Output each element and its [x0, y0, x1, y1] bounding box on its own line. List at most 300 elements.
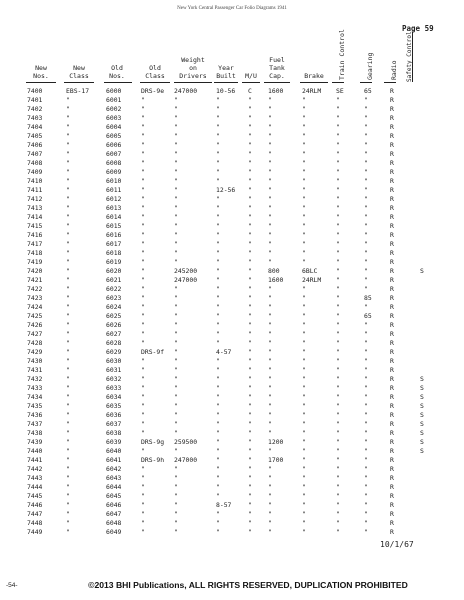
cell-mu: ": [248, 339, 252, 347]
cell-radio: R: [390, 186, 394, 194]
cell-new-no: 7400: [27, 87, 43, 95]
cell-new-no: 7403: [27, 114, 43, 122]
cell-gearing: ": [364, 114, 368, 122]
cell-radio: R: [390, 150, 394, 158]
cell-weight: ": [174, 150, 178, 158]
cell-weight: ": [174, 393, 178, 401]
cell-gearing: ": [364, 456, 368, 464]
cell-new-no: 7419: [27, 258, 43, 266]
header-rule: [104, 82, 132, 83]
cell-old-no: 6043: [106, 474, 122, 482]
cell-fuel-cap: ": [268, 294, 272, 302]
cell-old-no: 6000: [106, 87, 122, 95]
cell-year-built: ": [216, 447, 220, 455]
cell-weight: ": [174, 204, 178, 212]
cell-old-class: ": [141, 249, 145, 257]
cell-radio: R: [390, 312, 394, 320]
header-rule: [140, 82, 170, 83]
cell-new-class: ": [66, 168, 70, 176]
cell-gearing: ": [364, 105, 368, 113]
cell-old-no: 6023: [106, 294, 122, 302]
cell-brake: ": [302, 177, 306, 185]
cell-brake: ": [302, 249, 306, 257]
cell-safety-control: S: [420, 447, 424, 455]
cell-brake: ": [302, 339, 306, 347]
cell-gearing: ": [364, 132, 368, 140]
header-rule: [242, 82, 260, 83]
cell-gearing: ": [364, 123, 368, 131]
cell-fuel-cap: ": [268, 213, 272, 221]
cell-brake: ": [302, 510, 306, 518]
cell-brake: ": [302, 294, 306, 302]
cell-year-built: ": [216, 528, 220, 536]
cell-old-no: 6025: [106, 312, 122, 320]
cell-year-built: ": [216, 285, 220, 293]
cell-gearing: ": [364, 474, 368, 482]
cell-brake: ": [302, 528, 306, 536]
cell-old-class: ": [141, 186, 145, 194]
cell-fuel-cap: ": [268, 105, 272, 113]
cell-year-built: ": [216, 105, 220, 113]
cell-old-no: 6004: [106, 123, 122, 131]
cell-train-control: ": [336, 519, 340, 527]
cell-old-class: ": [141, 483, 145, 491]
cell-new-no: 7415: [27, 222, 43, 230]
cell-new-no: 7423: [27, 294, 43, 302]
cell-new-no: 7413: [27, 204, 43, 212]
cell-old-no: 6032: [106, 375, 122, 383]
cell-train-control: ": [336, 321, 340, 329]
header-rule: [26, 82, 56, 83]
cell-old-no: 6029: [106, 348, 122, 356]
cell-train-control: ": [336, 330, 340, 338]
cell-fuel-cap: ": [268, 222, 272, 230]
cell-old-class: ": [141, 132, 145, 140]
cell-train-control: ": [336, 402, 340, 410]
cell-fuel-cap: ": [268, 186, 272, 194]
cell-weight: ": [174, 186, 178, 194]
cell-radio: R: [390, 429, 394, 437]
cell-train-control: ": [336, 510, 340, 518]
cell-radio: R: [390, 123, 394, 131]
cell-safety-control: S: [420, 393, 424, 401]
cell-brake: ": [302, 96, 306, 104]
cell-new-class: ": [66, 222, 70, 230]
cell-mu: ": [248, 96, 252, 104]
cell-brake: ": [302, 312, 306, 320]
cell-new-class: ": [66, 303, 70, 311]
cell-old-no: 6011: [106, 186, 122, 194]
cell-new-class: ": [66, 393, 70, 401]
cell-weight: ": [174, 339, 178, 347]
col-old-nos-line2: Nos.: [109, 72, 125, 80]
cell-train-control: ": [336, 114, 340, 122]
cell-old-class: ": [141, 96, 145, 104]
cell-mu: ": [248, 195, 252, 203]
cell-year-built: ": [216, 456, 220, 464]
cell-new-no: 7424: [27, 303, 43, 311]
cell-new-no: 7404: [27, 123, 43, 131]
cell-new-class: ": [66, 348, 70, 356]
cell-new-class: ": [66, 186, 70, 194]
cell-new-no: 7407: [27, 150, 43, 158]
cell-new-no: 7426: [27, 321, 43, 329]
cell-radio: R: [390, 303, 394, 311]
cell-old-class: ": [141, 141, 145, 149]
cell-radio: R: [390, 330, 394, 338]
cell-fuel-cap: ": [268, 357, 272, 365]
cell-new-class: ": [66, 159, 70, 167]
cell-gearing: ": [364, 447, 368, 455]
cell-year-built: ": [216, 483, 220, 491]
cell-mu: ": [248, 366, 252, 374]
cell-year-built: ": [216, 195, 220, 203]
cell-old-no: 6048: [106, 519, 122, 527]
cell-new-class: ": [66, 492, 70, 500]
cell-year-built: ": [216, 357, 220, 365]
cell-weight: ": [174, 384, 178, 392]
cell-radio: R: [390, 474, 394, 482]
cell-gearing: ": [364, 231, 368, 239]
cell-fuel-cap: ": [268, 501, 272, 509]
cell-mu: ": [248, 393, 252, 401]
cell-mu: ": [248, 294, 252, 302]
cell-brake: ": [302, 186, 306, 194]
cell-year-built: ": [216, 312, 220, 320]
cell-train-control: ": [336, 456, 340, 464]
cell-new-no: 7421: [27, 276, 43, 284]
cell-old-no: 6016: [106, 231, 122, 239]
cell-mu: ": [248, 384, 252, 392]
cell-mu: ": [248, 312, 252, 320]
cell-radio: R: [390, 258, 394, 266]
cell-mu: ": [248, 411, 252, 419]
cell-radio: R: [390, 411, 394, 419]
cell-fuel-cap: ": [268, 96, 272, 104]
cell-fuel-cap: ": [268, 528, 272, 536]
cell-brake: ": [302, 366, 306, 374]
cell-new-class: ": [66, 132, 70, 140]
cell-old-no: 6009: [106, 168, 122, 176]
cell-gearing: ": [364, 348, 368, 356]
cell-radio: R: [390, 384, 394, 392]
cell-weight: ": [174, 429, 178, 437]
cell-brake: ": [302, 357, 306, 365]
cell-mu: ": [248, 330, 252, 338]
cell-year-built: 10-56: [216, 87, 236, 95]
cell-train-control: ": [336, 177, 340, 185]
cell-new-class: ": [66, 213, 70, 221]
cell-brake: ": [302, 114, 306, 122]
document-header: New York Central Passenger Car Folio Diagrams 1941: [177, 6, 287, 11]
cell-train-control: ": [336, 123, 340, 131]
cell-gearing: ": [364, 330, 368, 338]
cell-new-class: ": [66, 474, 70, 482]
cell-old-no: 6046: [106, 501, 122, 509]
cell-brake: ": [302, 213, 306, 221]
cell-weight: ": [174, 348, 178, 356]
cell-year-built: 8-57: [216, 501, 232, 509]
cell-old-no: 6037: [106, 420, 122, 428]
cell-new-class: ": [66, 177, 70, 185]
cell-radio: R: [390, 240, 394, 248]
cell-new-no: 7434: [27, 393, 43, 401]
col-new-nos-line2: Nos.: [33, 72, 49, 80]
cell-old-no: 6038: [106, 429, 122, 437]
cell-brake: ": [302, 501, 306, 509]
cell-radio: R: [390, 249, 394, 257]
cell-mu: C: [248, 87, 252, 95]
cell-old-class: ": [141, 105, 145, 113]
cell-old-no: 6045: [106, 492, 122, 500]
cell-old-no: 6022: [106, 285, 122, 293]
cell-gearing: ": [364, 519, 368, 527]
cell-old-no: 6019: [106, 258, 122, 266]
cell-train-control: ": [336, 159, 340, 167]
cell-fuel-cap: ": [268, 231, 272, 239]
cell-old-class: DRS-9e: [141, 87, 165, 95]
cell-weight: ": [174, 159, 178, 167]
cell-new-no: 7409: [27, 168, 43, 176]
cell-fuel-cap: ": [268, 159, 272, 167]
cell-mu: ": [248, 456, 252, 464]
cell-train-control: ": [336, 195, 340, 203]
cell-brake: 6BLC: [302, 267, 318, 275]
cell-train-control: ": [336, 303, 340, 311]
cell-radio: R: [390, 357, 394, 365]
cell-radio: R: [390, 465, 394, 473]
cell-weight: ": [174, 474, 178, 482]
cell-old-no: 6010: [106, 177, 122, 185]
cell-weight: 245200: [174, 267, 198, 275]
cell-radio: R: [390, 519, 394, 527]
cell-old-class: ": [141, 312, 145, 320]
cell-year-built: ": [216, 294, 220, 302]
cell-mu: ": [248, 519, 252, 527]
cell-new-class: ": [66, 375, 70, 383]
page-number: Page 59: [402, 24, 434, 33]
cell-gearing: ": [364, 366, 368, 374]
cell-radio: R: [390, 177, 394, 185]
cell-year-built: ": [216, 141, 220, 149]
cell-old-no: 6017: [106, 240, 122, 248]
cell-year-built: ": [216, 168, 220, 176]
cell-train-control: ": [336, 339, 340, 347]
cell-brake: ": [302, 330, 306, 338]
cell-fuel-cap: ": [268, 447, 272, 455]
cell-radio: R: [390, 348, 394, 356]
cell-year-built: ": [216, 411, 220, 419]
cell-new-class: ": [66, 105, 70, 113]
cell-year-built: ": [216, 276, 220, 284]
cell-gearing: ": [364, 177, 368, 185]
col-safety-control: Safety Control: [406, 31, 413, 82]
cell-weight: ": [174, 294, 178, 302]
cell-fuel-cap: ": [268, 330, 272, 338]
header-rule: [300, 82, 328, 83]
cell-train-control: ": [336, 186, 340, 194]
cell-weight: ": [174, 195, 178, 203]
cell-safety-control: S: [420, 375, 424, 383]
cell-new-no: 7446: [27, 501, 43, 509]
cell-weight: 259500: [174, 438, 198, 446]
cell-train-control: ": [336, 375, 340, 383]
cell-new-class: ": [66, 384, 70, 392]
cell-mu: ": [248, 348, 252, 356]
cell-year-built: ": [216, 267, 220, 275]
cell-radio: R: [390, 132, 394, 140]
cell-weight: ": [174, 213, 178, 221]
cell-new-no: 7438: [27, 429, 43, 437]
cell-mu: ": [248, 276, 252, 284]
cell-gearing: ": [364, 285, 368, 293]
cell-old-class: ": [141, 402, 145, 410]
cell-gearing: ": [364, 150, 368, 158]
col-fuel-line2: Tank: [269, 64, 285, 72]
col-old-class-line2: Class: [145, 72, 165, 80]
col-new-nos-line1: New: [35, 64, 47, 72]
cell-weight: 247000: [174, 87, 198, 95]
cell-old-class: ": [141, 510, 145, 518]
cell-radio: R: [390, 375, 394, 383]
cell-brake: ": [302, 321, 306, 329]
col-old-nos: [104, 64, 130, 80]
cell-mu: ": [248, 240, 252, 248]
cell-train-control: ": [336, 357, 340, 365]
cell-old-class: ": [141, 276, 145, 284]
cell-year-built: ": [216, 240, 220, 248]
col-mu: M/U: [245, 72, 257, 80]
cell-old-no: 6039: [106, 438, 122, 446]
cell-old-class: ": [141, 357, 145, 365]
cell-new-class: ": [66, 285, 70, 293]
cell-fuel-cap: 1700: [268, 456, 284, 464]
cell-year-built: ": [216, 339, 220, 347]
col-fuel-line1: Fuel: [269, 56, 285, 64]
cell-mu: ": [248, 285, 252, 293]
cell-old-no: 6013: [106, 204, 122, 212]
cell-old-no: 6041: [106, 456, 122, 464]
cell-gearing: ": [364, 267, 368, 275]
cell-new-class: ": [66, 231, 70, 239]
cell-new-class: ": [66, 339, 70, 347]
cell-fuel-cap: ": [268, 195, 272, 203]
cell-old-no: 6012: [106, 195, 122, 203]
cell-year-built: ": [216, 123, 220, 131]
cell-old-class: ": [141, 429, 145, 437]
cell-mu: ": [248, 357, 252, 365]
cell-year-built: ": [216, 222, 220, 230]
cell-fuel-cap: 1600: [268, 87, 284, 95]
cell-train-control: ": [336, 348, 340, 356]
cell-radio: R: [390, 510, 394, 518]
cell-weight: ": [174, 177, 178, 185]
cell-old-class: ": [141, 465, 145, 473]
cell-mu: ": [248, 501, 252, 509]
cell-fuel-cap: ": [268, 384, 272, 392]
date-stamp: 10/1/67: [380, 540, 414, 549]
cell-weight: ": [174, 168, 178, 176]
cell-fuel-cap: ": [268, 168, 272, 176]
cell-gearing: ": [364, 195, 368, 203]
cell-year-built: ": [216, 177, 220, 185]
cell-mu: ": [248, 114, 252, 122]
cell-new-no: 7416: [27, 231, 43, 239]
cell-radio: R: [390, 276, 394, 284]
cell-radio: R: [390, 483, 394, 491]
cell-safety-control: S: [420, 267, 424, 275]
cell-gearing: ": [364, 402, 368, 410]
cell-brake: ": [302, 159, 306, 167]
cell-radio: R: [390, 456, 394, 464]
cell-gearing: ": [364, 492, 368, 500]
cell-brake: ": [302, 348, 306, 356]
cell-old-class: ": [141, 321, 145, 329]
cell-old-no: 6024: [106, 303, 122, 311]
cell-brake: ": [302, 411, 306, 419]
cell-brake: ": [302, 168, 306, 176]
cell-gearing: 85: [364, 294, 372, 302]
cell-mu: ": [248, 105, 252, 113]
cell-gearing: ": [364, 429, 368, 437]
cell-new-no: 7431: [27, 366, 43, 374]
cell-new-class: ": [66, 483, 70, 491]
cell-gearing: ": [364, 465, 368, 473]
cell-train-control: ": [336, 429, 340, 437]
cell-old-class: ": [141, 168, 145, 176]
cell-radio: R: [390, 285, 394, 293]
cell-fuel-cap: ": [268, 204, 272, 212]
cell-weight: ": [174, 231, 178, 239]
cell-weight: ": [174, 330, 178, 338]
cell-safety-control: S: [420, 384, 424, 392]
cell-mu: ": [248, 447, 252, 455]
cell-gearing: ": [364, 249, 368, 257]
header-rule: [64, 82, 94, 83]
cell-mu: ": [248, 132, 252, 140]
cell-old-no: 6040: [106, 447, 122, 455]
cell-year-built: ": [216, 429, 220, 437]
cell-new-class: ": [66, 249, 70, 257]
cell-year-built: ": [216, 213, 220, 221]
cell-train-control: ": [336, 249, 340, 257]
cell-weight: ": [174, 465, 178, 473]
cell-brake: ": [302, 375, 306, 383]
cell-radio: R: [390, 141, 394, 149]
cell-gearing: ": [364, 258, 368, 266]
cell-gearing: ": [364, 420, 368, 428]
cell-radio: R: [390, 321, 394, 329]
cell-old-class: ": [141, 339, 145, 347]
cell-radio: R: [390, 528, 394, 536]
cell-new-class: ": [66, 240, 70, 248]
cell-mu: ": [248, 231, 252, 239]
cell-fuel-cap: ": [268, 465, 272, 473]
cell-gearing: ": [364, 393, 368, 401]
cell-train-control: ": [336, 411, 340, 419]
cell-gearing: ": [364, 204, 368, 212]
cell-brake: ": [302, 132, 306, 140]
cell-fuel-cap: ": [268, 141, 272, 149]
cell-old-class: ": [141, 492, 145, 500]
cell-mu: ": [248, 321, 252, 329]
col-new-class-line2: Class: [69, 72, 89, 80]
cell-year-built: ": [216, 231, 220, 239]
cell-old-no: 6006: [106, 141, 122, 149]
cell-gearing: ": [364, 528, 368, 536]
cell-new-class: ": [66, 294, 70, 302]
cell-train-control: ": [336, 438, 340, 446]
